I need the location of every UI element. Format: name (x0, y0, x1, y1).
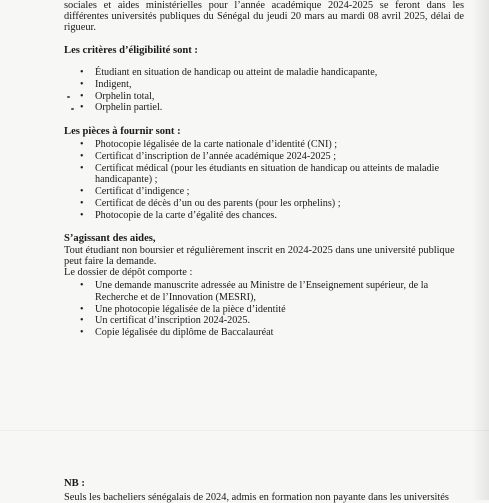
nb-line-1: Seuls les bacheliers sénégalais de 2024, admis en formation non payante dans les universités (64, 492, 449, 503)
documents-list (80, 139, 439, 222)
scan-speck (71, 108, 74, 110)
aids-heading: S’agissant des aides, (64, 233, 156, 244)
document-item: • Photocopie de la carte d’égalité des chances. (80, 210, 439, 222)
document-item: • Photocopie légalisée de la carte nationale d’identité (CNI) ; (80, 139, 439, 151)
document-item: • Certificat de décès d’un ou des parents (pour les orphelins) ; (80, 198, 439, 210)
eligibility-heading: Les critères d’éligibilité sont : (64, 45, 198, 56)
aids-item: • Un certificat d’inscription 2024-2025. (80, 315, 428, 327)
aids-line-1: Tout étudiant non boursier et régulièrement inscrit en 2024-2025 dans une université publique (64, 245, 455, 256)
nb-heading: NB : (64, 478, 85, 489)
page-fold (0, 430, 489, 431)
aids-line-3: Le dossier de dépôt comporte : (64, 267, 193, 278)
intro-line-2: différentes universités publiques du Sénégal du jeudi 20 mars au mardi 08 avril 2025, délai de (64, 11, 464, 22)
scan-shadow (471, 0, 489, 500)
document-item: • Certificat d’inscription de l’année académique 2024-2025 ; (80, 151, 439, 163)
aids-item: • Une photocopie légalisée de la pièce d’identité (80, 304, 428, 316)
intro-line-3: rigueur. (64, 22, 97, 33)
eligibility-item: • Orphelin partiel. (80, 102, 377, 114)
document-item: • Certificat d’indigence ; (80, 186, 439, 198)
eligibility-item: • Orphelin total, (80, 91, 377, 103)
eligibility-item: • Indigent, (80, 79, 377, 91)
document-item-continued: handicapante) ; (95, 174, 158, 186)
document-item: • Certificat médical (pour les étudiants en situation de handicap ou atteints de maladie (80, 163, 439, 175)
intro-line-1: sociales et aides ministérielles pour l’année académique 2024-2025 se feront dans les (64, 0, 464, 11)
aids-item: • Une demande manuscrite adressée au Ministre de l’Enseignement supérieur, de la (80, 280, 428, 292)
aids-list (80, 280, 428, 339)
scan-speck (67, 96, 70, 98)
aids-item: • Copie légalisée du diplôme de Baccalauréat (80, 327, 428, 339)
eligibility-item: • Étudiant en situation de handicap ou atteint de maladie handicapante, (80, 67, 377, 79)
aids-line-2: peut faire la demande. (64, 256, 157, 267)
documents-heading: Les pièces à fournir sont : (64, 126, 181, 137)
eligibility-list (80, 67, 377, 114)
aids-item-continued: Recherche et de l’Innovation (MESRI), (95, 291, 256, 303)
